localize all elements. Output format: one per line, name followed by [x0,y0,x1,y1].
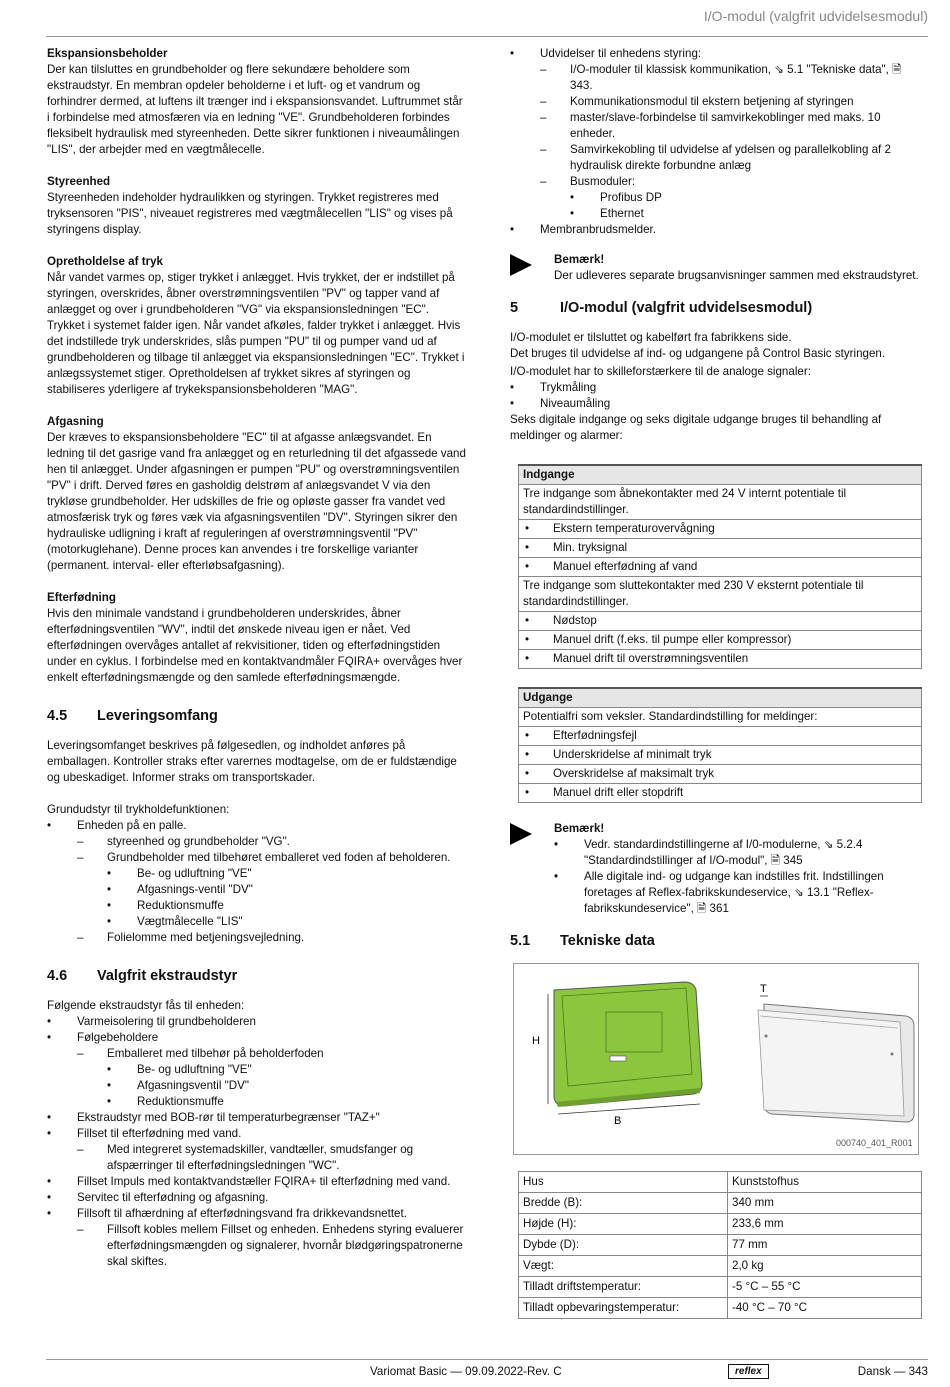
section-opretholdelse [47,254,467,398]
module-front-view [548,982,702,1114]
analog-list [510,380,922,412]
io-module-illustration [514,964,918,1154]
table-header: Indgange [519,465,922,485]
list-item: • Udvidelser til enhedens styring: – I/O-moduler til klassisk kommunikation, ⇘ 5.1 "Tekniske data", 🗎 343. – Kommunikationsmodul til ekstern betjening af styringen – master/slave-forbindelse til samvirkekoblinger med maks. 10 enheder. – Samvirkekobling til udvidelse af ydelsen og parallelkobling af 2 hydraulisk direkte forbundne anlæg – Busmoduler: • Profibus DP • Ethernet [510,46,922,222]
paragraph: Hvis den minimale vandstand i grundbeholderen underskrides, åbner efterfødningsventilen "WV", indtil det ønskede niveau igen er nået. Ved efterfødningen overvåges antallet af rekvisitioner, tiden og efterfødningstiden under en cyklus. I forbindelse med en kontaktvandmåler FQIRA+ overvåges hver enkelt efterfødningsmængde og den samlede efterfødningsmængde. [47,607,463,684]
list-item: – I/O-moduler til klassisk kommunikation, ⇘ 5.1 "Tekniske data", 🗎 343. [540,62,922,94]
paragraph: Det bruges til udvidelse af ind- og udgangene på Control Basic styringen. [510,347,886,360]
list-item: • Servitec til efterfødning og afgasning. [47,1190,467,1206]
inputs-table [518,464,922,669]
section-efterfodning [47,590,467,686]
footer-rule [46,1359,928,1360]
list-item: • Fillsoft til afhærdning af efterfødningsvand fra drikkevandsnettet. – Fillsoft kobles mellem Fillset og enheden. Enhedens styring evaluerer efterfødningsmængden og signalerer, hvornår blødgøringspatronerne skal skiftes. [47,1206,467,1270]
paragraph: Seks digitale indgange og seks digitale udgange bruges til behandling af meldinger og alarmer: [510,413,882,442]
list-item: • Membranbrudsmelder. [510,222,922,238]
paragraph: Styreenheden indeholder hydraulikken og styringen. Trykket registreres med tryksensoren "PIS", niveauet registreres med vægtmålecellen "LIS" og vises på styringens display. [47,191,453,236]
table-row: • Underskridelse af minimalt tryk [519,746,922,765]
table-row: Vægt: 2,0 kg [519,1256,922,1277]
section-heading-5-1: 5.1 Tekniske data [510,933,655,949]
note-heading: Bemærk! [554,253,605,266]
list-item: • Be- og udluftning "VE" [107,866,467,882]
table-row: • Efterfødningsfejl [519,727,922,746]
subheading: Opretholdelse af tryk [47,255,163,268]
table-cell: Potentialfri som veksler. Standardindstilling for meldinger: [519,708,922,727]
note-box [510,252,922,284]
subheading: Ekspansionsbeholder [47,47,168,60]
paragraph: Der kan tilsluttes en grundbeholder og flere sekundære beholdere som ekstraudstyr. En membran opdeler beholderne i et luft- og et vandrum og forhindrer dermed, at luftens ilt trænger ind i ekspansionsvandet. Luftrummet står i forbindelse med atmosfæren via en ledning "VE". Grundbeholderen forbindes fleksibelt hydraulisk med styreenheden. Dette sikrer funktionen i niveaumålingen "LIS", der arbejder med en vægtmålecelle. [47,63,463,156]
list-item: • Fillset til efterfødning med vand. – Med integreret systemadskiller, vandtæller, smudsfanger og afspærringer til efterfødningsledningen "WC". [47,1126,467,1174]
list-item: – Fillsoft kobles mellem Fillset og enheden. Enhedens styring evaluerer efterfødningsmængden og signalerer, hvornår blødgøringspatronerne skal skiftes. [77,1222,467,1270]
list-item: – Folielomme med betjeningsvejledning. [77,930,467,946]
paragraph: Leveringsomfanget beskrives på følgesedlen, og indholdet anføres på emballagen. Kontroller straks efter varernes modtagelse, om de er fuldstændige og ubeskadiget. Informer straks om transportskader. [47,739,457,784]
list-item: • Afgasnings-ventil "DV" [107,882,467,898]
subheading: Efterfødning [47,591,116,604]
table-header: Udgange [519,688,922,708]
reflex-logo: reflex [728,1364,769,1379]
specs-table [518,1171,922,1319]
list-item: – Busmoduler: • Profibus DP • Ethernet [540,174,922,222]
list-item: – Samvirkekobling til udvidelse af ydelsen og parallelkobling af 2 hydraulisk direkte forbundne anlæg [540,142,922,174]
subheading: Styreenhed [47,175,111,188]
paragraph: Grundudstyr til trykholdefunktionen: [47,803,230,816]
table-row: • Manuel drift (f.eks. til pumpe eller kompressor) [519,631,922,650]
table-row: • Overskridelse af maksimalt tryk [519,765,922,784]
running-header: I/O-modul (valgfrit udvidelsesmodul) [703,8,928,24]
outputs-table [518,687,922,803]
arrow-icon [510,823,532,845]
list-item: • Følgebeholdere – Emballeret med tilbehør på beholderfoden • Be- og udluftning "VE" • Afgasningsventil "DV" • Reduktionsmuffe [47,1030,467,1110]
list-item: • Ekstraudstyr med BOB-rør til temperaturbegrænser "TAZ+" [47,1110,467,1126]
table-row: • Ekstern temperaturovervågning [519,520,922,539]
header-rule [46,36,928,37]
right-column [510,46,922,1319]
paragraph: Der kræves to ekspansionsbeholdere "EC" til at afgasse anlægsvandet. En ledning til det gasrige vand fra anlægget og en returledning til det afgassede vand hen til anlægget. Under afgasningen er pumpen "PU" og overstrømningsventilen "PV" i drift. Derved føres en gasholdig delstrøm af anlægsvandet V via den trykløse grundbeholder. Her udskilles de frie og opløste gasser fra vandet ved atmosfærisk tryk og føres væk via afgasningsventilen "DV". Styringen sikrer den hydrauliske udligning i kraft af reguleringen af overstrømningsventil "PV" (motorkuglehane). Denne proces kan anvendes i tre forskellige varianter (permanent. interval- eller efterløbsafgasning). [47,431,466,572]
list-item: • Alle digitale ind- og udgange kan indstilles frit. Indstillingen foretages af Reflex-fabrikskundeservice, ⇘ 13.1 "Reflex-fabrikskundeservice", 🗎 361 [554,869,922,917]
list-item: • Enheden på en palle. – styreenhed og grundbeholder "VG". – Grundbeholder med tilbehøret emballeret ved foden af beholderen. • Be- og udluftning "VE" • Afgasnings-ventil "DV" • Reduktionsmuffe • Vægtmålecelle "LIS" – Folielomme med betjeningsvejledning. [47,818,467,946]
paragraph: I/O-modulet har to skilleforstærkere til de analoge signaler: [510,365,811,378]
list-item: • Niveaumåling [510,396,922,412]
delivery-list [47,818,467,946]
table-row: • Manuel drift eller stopdrift [519,784,922,803]
optional-equipment-list [47,1014,467,1270]
table-row: Dybde (D): 77 mm [519,1235,922,1256]
paragraph: I/O-modulet er tilsluttet og kabelført fra fabrikkens side. [510,331,792,344]
footer-page: Dansk — 343 [857,1365,928,1378]
section-ekspansionsbeholder [47,46,467,158]
table-row: • Manuel drift til overstrømningsventilen [519,650,922,669]
subheading: Afgasning [47,415,104,428]
label-h: H [532,1035,540,1047]
section-heading-5: 5 I/O-modul (valgfrit udvidelsesmodul) [510,300,813,316]
table-row: • Nødstop [519,612,922,631]
list-item: • Reduktionsmuffe [107,1094,467,1110]
table-cell: Tre indgange som åbnekontakter med 24 V internt potentiale til standardindstillinger. [519,485,922,520]
list-item: • Vedr. standardindstillingerne af I/0-modulerne, ⇘ 5.2.4 "Standardindstillinger af I/O-modul", 🗎 345 [554,837,922,869]
footer-document: Variomat Basic — 09.09.2022-Rev. C [370,1365,562,1378]
table-row: • Manuel efterfødning af vand [519,558,922,577]
list-item: • Vægtmålecelle "LIS" [107,914,467,930]
paragraph: Når vandet varmes op, stiger trykket i anlægget. Hvis trykket, der er indstillet på styringen, overskrides, åbner overstrømningsventilen "PV" og tapper vand af anlægget og over i grundbeholderen "VG" via ekspansionsledningen "EC". Trykket i systemet falder igen. Når vandet afkøles, falder trykket i anlægget. Hvis det indstillede tryk underskrides, slås pumpen "PU" til og pumper vand ud af grundbeholderen og tilbage til anlægget via ekspansionsledningen "EC". Trykket i anlægssystemet stiger. Opretholdelsen af trykket sikres af styringen og stabiliseres yderligere af trykekspansionsbeholderen "MAG". [47,271,465,396]
list-item: • Fillset Impuls med kontaktvandstæller FQIRA+ til efterfødning med vand. [47,1174,467,1190]
table-cell: Tre indgange som sluttekontakter med 230 V eksternt potentiale til standardindstillinger. [519,577,922,612]
section-heading-4-5: 4.5 Leveringsomfang [47,708,218,724]
io-module-figure [513,963,919,1155]
list-item: – Kommunikationsmodul til ekstern betjening af styringen [540,94,922,110]
list-item: • Afgasningsventil "DV" [107,1078,467,1094]
section-heading-4-6: 4.6 Valgfrit ekstraudstyr [47,968,238,984]
table-row: • Min. tryksignal [519,539,922,558]
label-t: T [760,983,767,995]
list-item: • Reduktionsmuffe [107,898,467,914]
note-heading: Bemærk! [554,822,605,835]
table-row: Tilladt driftstemperatur: -5 °C – 55 °C [519,1277,922,1298]
module-side-view [758,996,914,1122]
table-row: Højde (H): 233,6 mm [519,1214,922,1235]
label-b: B [614,1115,622,1127]
section-afgasning [47,414,467,574]
table-row: Hus Kunststofhus [519,1172,922,1193]
note-box [510,821,922,917]
list-item: • Be- og udluftning "VE" [107,1062,467,1078]
list-item: – styreenhed og grundbeholder "VG". [77,834,467,850]
list-item: • Ethernet [570,206,922,222]
section-styreenhed [47,174,467,238]
extensions-list [510,46,922,238]
arrow-icon [510,254,532,276]
list-item: • Profibus DP [570,190,922,206]
figure-code: 000740_401_R001 [836,1138,913,1148]
list-item: – Emballeret med tilbehør på beholderfoden • Be- og udluftning "VE" • Afgasningsventil "DV" • Reduktionsmuffe [77,1046,467,1110]
list-item: – Grundbeholder med tilbehøret emballeret ved foden af beholderen. • Be- og udluftning "VE" • Afgasnings-ventil "DV" • Reduktionsmuffe • Vægtmålecelle "LIS" [77,850,467,930]
list-item: – master/slave-forbindelse til samvirkekoblinger med maks. 10 enheder. [540,110,922,142]
list-item: • Varmeisolering til grundbeholderen [47,1014,467,1030]
table-row: Bredde (B): 340 mm [519,1193,922,1214]
list-item: • Trykmåling [510,380,922,396]
list-item: – Med integreret systemadskiller, vandtæller, smudsfanger og afspærringer til efterfødningsledningen "WC". [77,1142,467,1174]
left-column [47,46,467,1270]
table-row: Tilladt opbevaringstemperatur: -40 °C – 70 °C [519,1298,922,1319]
note-text: Der udleveres separate brugsanvisninger sammen med ekstraudstyret. [554,269,919,282]
paragraph: Følgende ekstraudstyr fås til enheden: [47,999,245,1012]
